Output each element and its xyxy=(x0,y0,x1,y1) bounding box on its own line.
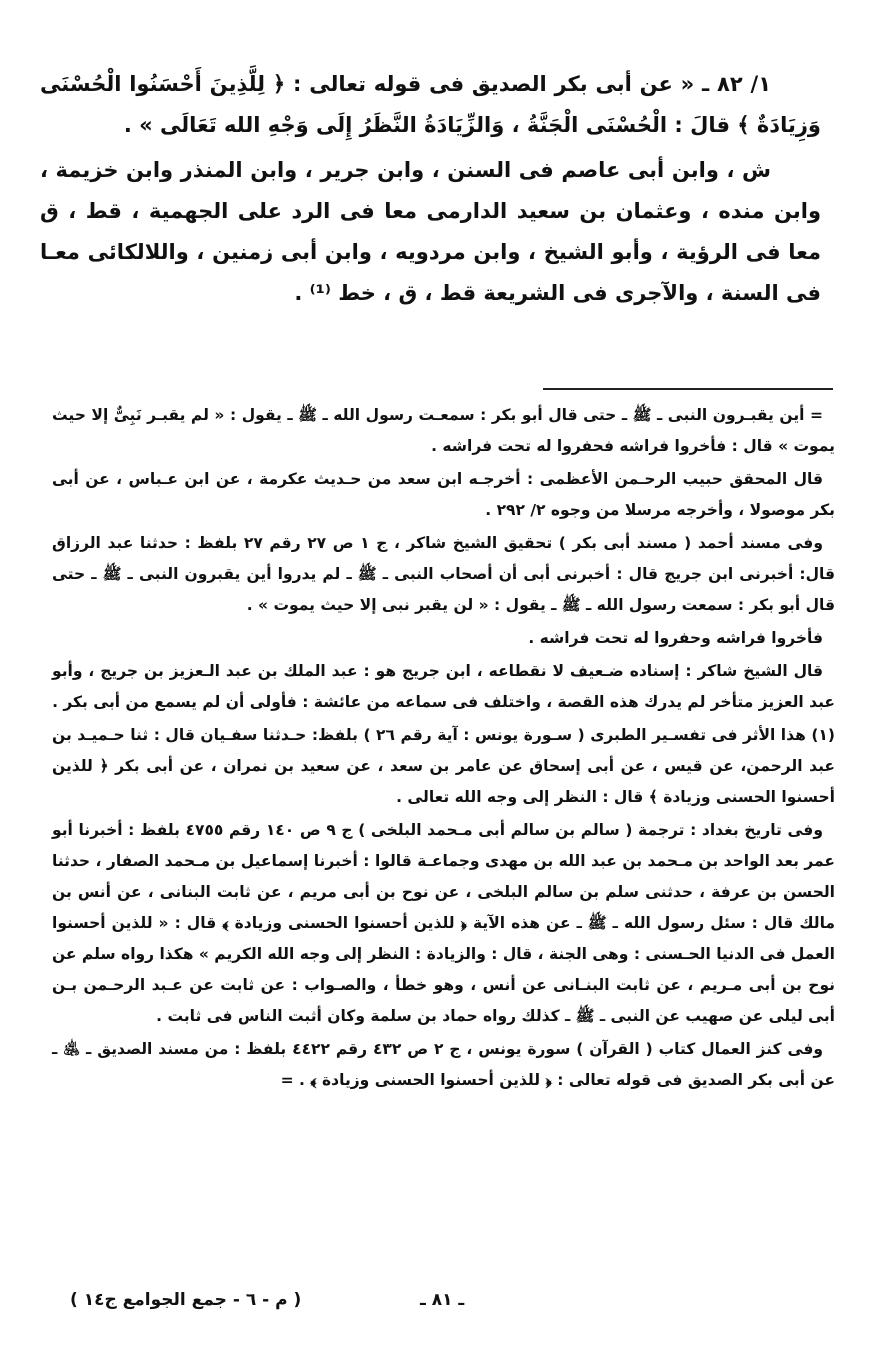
footnote-paragraph: وفى تاريخ بغداد : ترجمة ( سالم بن سالم أبى مـحمد البلخى ) ج ٩ ص ١٤٠ رقم ٤٧٥٥ بلفظ : أخبرنا أبو عمر بعد الواحد بن مـحمد بن عبد الله بن مهدى وجماعـة قالوا : أخبرنا إسماعيل بن مـحمد الصفار ، حدثنا الحسن بن عرفة ، حدثنى سلم بن سالم البلخى ، عن نوح بن أبى مريم ، عن ثابت البنانى ، عن أنس بن مالك قال : سئل رسول الله ـ ﷺ ـ عن هذه الآية ﴿ للذين أحسنوا الحسنى وزيادة ﴾ قال : « للذين أحسنوا العمل فى الدنيا الحـسنى : وهى الجنة ، قال : والزيادة : النظر إلى وجه الله الكريم » هكذا رواه سلم عن نوح بن أبى مـريم ، عن ثابت البنـانى عن أنس ، وهو خطأ ، والصـواب : عن ثابت عن عـبد الرحـمن بـن أبى ليلى عن صهيب عن النبى ـ ﷺ ـ كذلك رواه حماد بن سلمة وكان أثبت الناس فى ثابت . xyxy=(51,821,835,1025)
hadith-text: ١/ ٨٢ ـ « عن أبى بكر الصديق فى قوله تعالى : ﴿ لِلَّذِينَ أَحْسَنُوا الْحُسْنَى وَزِيَادَةٌ ﴾ قالَ : الْحُسْنَى الْجَنَّةُ ، وَالزِّيَادَةُ النَّظَرُ إِلَى وَجْهِ الله تَعَالَى » . xyxy=(40,72,821,137)
footnote-paragraph: قال المحقق حبيب الرحـمن الأعظمى : أخرجـه ابن سعد من حـديث عكرمة ، عن ابن عـباس ، عن أبى بكر موصولا ، وأخرجه مرسلا من وجوه ٢/ ٢٩٢ . xyxy=(52,470,835,519)
main-text xyxy=(40,64,821,318)
page-number: ـ ٨١ ـ xyxy=(420,1290,465,1310)
hadith-sources: ش ، وابن أبى عاصم فى السنن ، وابن جرير ، وابن المنذر وابن خزيمة ، وابن منده ، وعثمان بن سعيد الدارمى معا فى الرد على الجهمية ، قط ، ق معا فى الرؤية ، وأبو الشيخ ، وابن مردويه ، وابن أبى زمنين ، واللالكائى معـا فى السنة ، والآجرى فى الشريعة قط ، ق ، خط ⁽¹⁾ . xyxy=(40,157,821,305)
footnote-paragraph: وفى مسند أحمد ( مسند أبى بكر ) تحقيق الشيخ شاكر ، ج ١ ص ٢٧ رقم ٢٧ بلفظ : حدثنا عبد الرزاق قال: أخبرنى ابن جريج قال : أخبرنى أبى أن أصحاب النبى ـ ﷺ ـ لم يدروا أين يقبرون النبى ـ ﷺ ـ حتى قال أبو بكر : سمعت رسول الله ـ ﷺ ـ يقول : « لن يقبر نبى إلا حيث يموت » . xyxy=(52,534,835,614)
footnote-paragraph: = أين يقبـرون النبى ـ ﷺ ـ حتى قال أبو بكر : سمعـت رسول الله ـ ﷺ ـ يقول : « لم يقبـر نَبِىٌّ إلا حيث يموت » قال : فأخروا فراشه فحفروا له تحت فراشه . xyxy=(52,406,835,455)
footnote-paragraph: وفى كنز العمال كتاب ( القرآن ) سورة يونس ، ج ٢ ص ٤٣٢ رقم ٤٤٢٢ بلفظ : من مسند الصديق ـ ﵁ ـ عن أبى بكر الصديق فى قوله تعالى : ﴿ للذين أحسنوا الحسنى وزيادة ﴾ . = xyxy=(52,1040,835,1089)
footnotes xyxy=(52,400,835,1098)
footnote-divider xyxy=(543,388,833,390)
footnote-paragraph: فأخروا فراشه وحفروا له تحت فراشه . xyxy=(528,629,823,647)
page-footer xyxy=(70,1290,809,1320)
volume-signature: ( م - ٦ - جمع الجوامع ج١٤ ) xyxy=(70,1290,302,1310)
footnote-paragraph: (١) هذا الأثر فى تفسـير الطبرى ( سـورة يونس : آية رقم ٢٦ ) بلفظ: حـدثنا سفـيان قال : ثنا حـميـد بن عبد الرحمن، عن قيس ، عن أبى إسحاق عن عامر بن سعد ، عن سعيد بن نمران ، عن أبى بكر ﴿ للذين أحسنوا الحسنى وزيادة ﴾ قال : النظر إلى وجه الله تعالى . xyxy=(52,726,835,806)
footnote-paragraph: قال الشيخ شاكر : إسناده ضـعيف لا نقطاعه ، ابن جريج هو : عبد الملك بن عبد الـعزيز بن جريج ، وأبو عبد العزيز متأخر لم يدرك هذه القصة ، واختلف فى سماعه من عائشة : فأولى أن لم يسمع من أبى بكر . xyxy=(52,662,835,711)
